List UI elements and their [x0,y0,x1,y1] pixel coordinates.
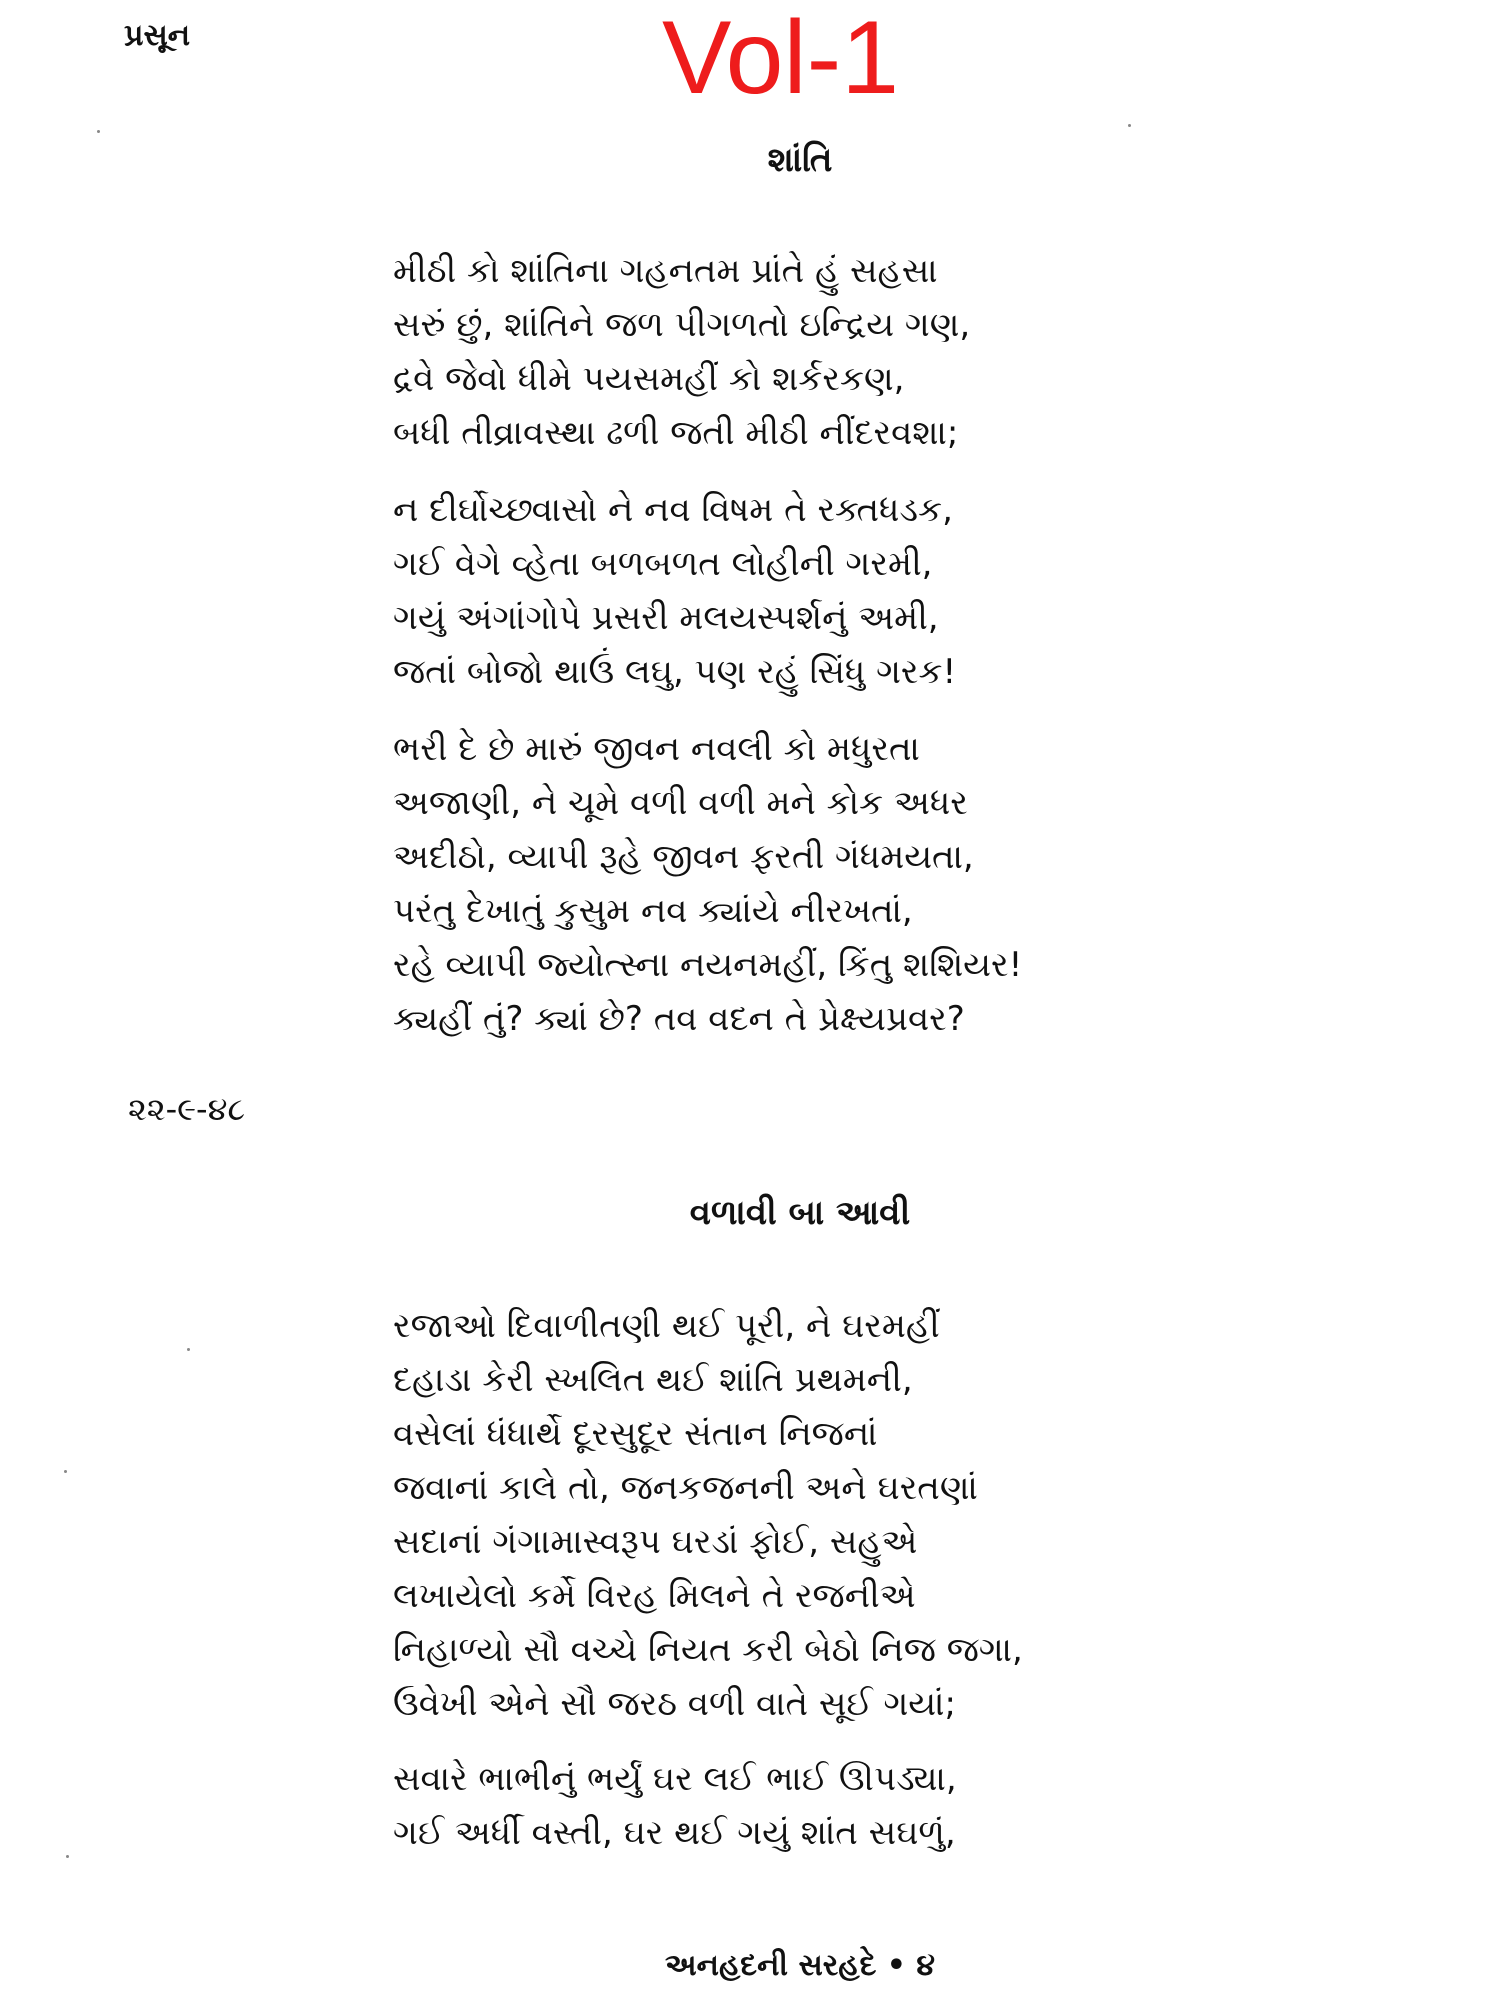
poem-line: સરું છું, શાંતિને જળ પીગળતો ઇન્દ્રિય ગણ, [393,305,971,345]
poem-line: ઉવેખી એને સૌ જરઠ વળી વાતે સૂઈ ગયાં; [393,1684,956,1724]
poem-line: ગયું અંગાંગોપે પ્રસરી મલયસ્પર્શનું અમી, [393,598,939,638]
poem-line: બધી તીવ્રાવસ્થા ઢળી જતી મીઠી નીંદરવશા; [393,413,959,453]
volume-label: Vol-1 [662,0,900,116]
poem-line: નિહાળ્યો સૌ વચ્ચે નિયત કરી બેઠો નિજ જગા, [393,1630,1023,1670]
stanza [393,722,1443,1046]
poem-line: દહાડા કેરી સ્ખલિત થઈ શાંતિ પ્રથમની, [393,1360,913,1400]
poem-date: ૨૨-૯-૪૮ [128,1090,246,1128]
poem-line: રજાઓ દિવાળીતણી થઈ પૂરી, ને ઘરમહીં [393,1306,940,1346]
poem-line: રહે વ્યાપી જ્યોત્સ્ના નયનમહીં, કિંતુ શશિયર! [393,945,1023,985]
stanza [393,1752,1443,1860]
scan-speck [1128,124,1131,127]
poem-line: ગઈ વેગે વ્હેતા બળબળત લોહીની ગરમી, [393,544,933,584]
scan-speck [66,1855,69,1858]
poem-line: અદીઠો, વ્યાપી રૂહે જીવન ફરતી ગંધમયતા, [393,837,974,877]
poem-line: લખાયેલો કર્મે વિરહ મિલને તે રજનીએ [393,1576,916,1616]
poem-title: શાંતિ [767,140,833,180]
poem-line: પરંતુ દેખાતું કુસુમ નવ ક્યાંયે નીરખતાં, [393,891,913,931]
poem-line: જતાં બોજો થાઉં લઘુ, પણ રહું સિંધુ ગરક! [393,652,957,692]
poem-line: વસેલાં ધંધાર્થે દૂરસુદૂર સંતાન નિજનાં [393,1414,878,1454]
scan-speck [97,130,100,133]
poem-line: અજાણી, ને ચૂમે વળી વળી મને કોક અધર [393,783,968,823]
poem-line: ભરી દે છે મારું જીવન નવલી કો મધુરતા [393,729,920,769]
poem-line: દ્રવે જેવો ધીમે પયસમહીં કો શર્કરકણ, [393,359,905,399]
scan-speck [64,1470,67,1473]
poem-line: ગઈ અર્ધી વસ્તી, ઘર થઈ ગયું શાંત સઘળું, [393,1813,956,1853]
poem-line: ક્યહીં તું? ક્યાં છે? તવ વદન તે પ્રેક્ષ્યપ્રવર? [393,999,965,1039]
book-label: પ્રસૂન [124,18,191,53]
scan-speck [187,1348,190,1351]
poem-line: સવારે ભાભીનું ભર્યું ઘર લઈ ભાઈ ઊપડ્યા, [393,1759,957,1799]
poem-line: જવાનાં કાલે તો, જનકજનની અને ઘરતણાં [393,1468,978,1508]
poem-line: ન દીર્ઘોચ્છ્વાસો ને નવ વિષમ તે રક્તધડક, [393,490,953,530]
stanza [393,244,1443,460]
stanza [393,483,1443,699]
poem-line: મીઠી કો શાંતિના ગહનતમ પ્રાંતે હું સહસા [393,251,938,291]
poem-title: વળાવી બા આવી [689,1193,911,1233]
page-footer: અનહદની સરહદે • ૪ [664,1948,936,1983]
stanza [393,1299,1443,1731]
poem-line: સદાનાં ગંગામાસ્વરૂપ ઘરડાં ફોઈ, સહુએ [393,1522,918,1562]
